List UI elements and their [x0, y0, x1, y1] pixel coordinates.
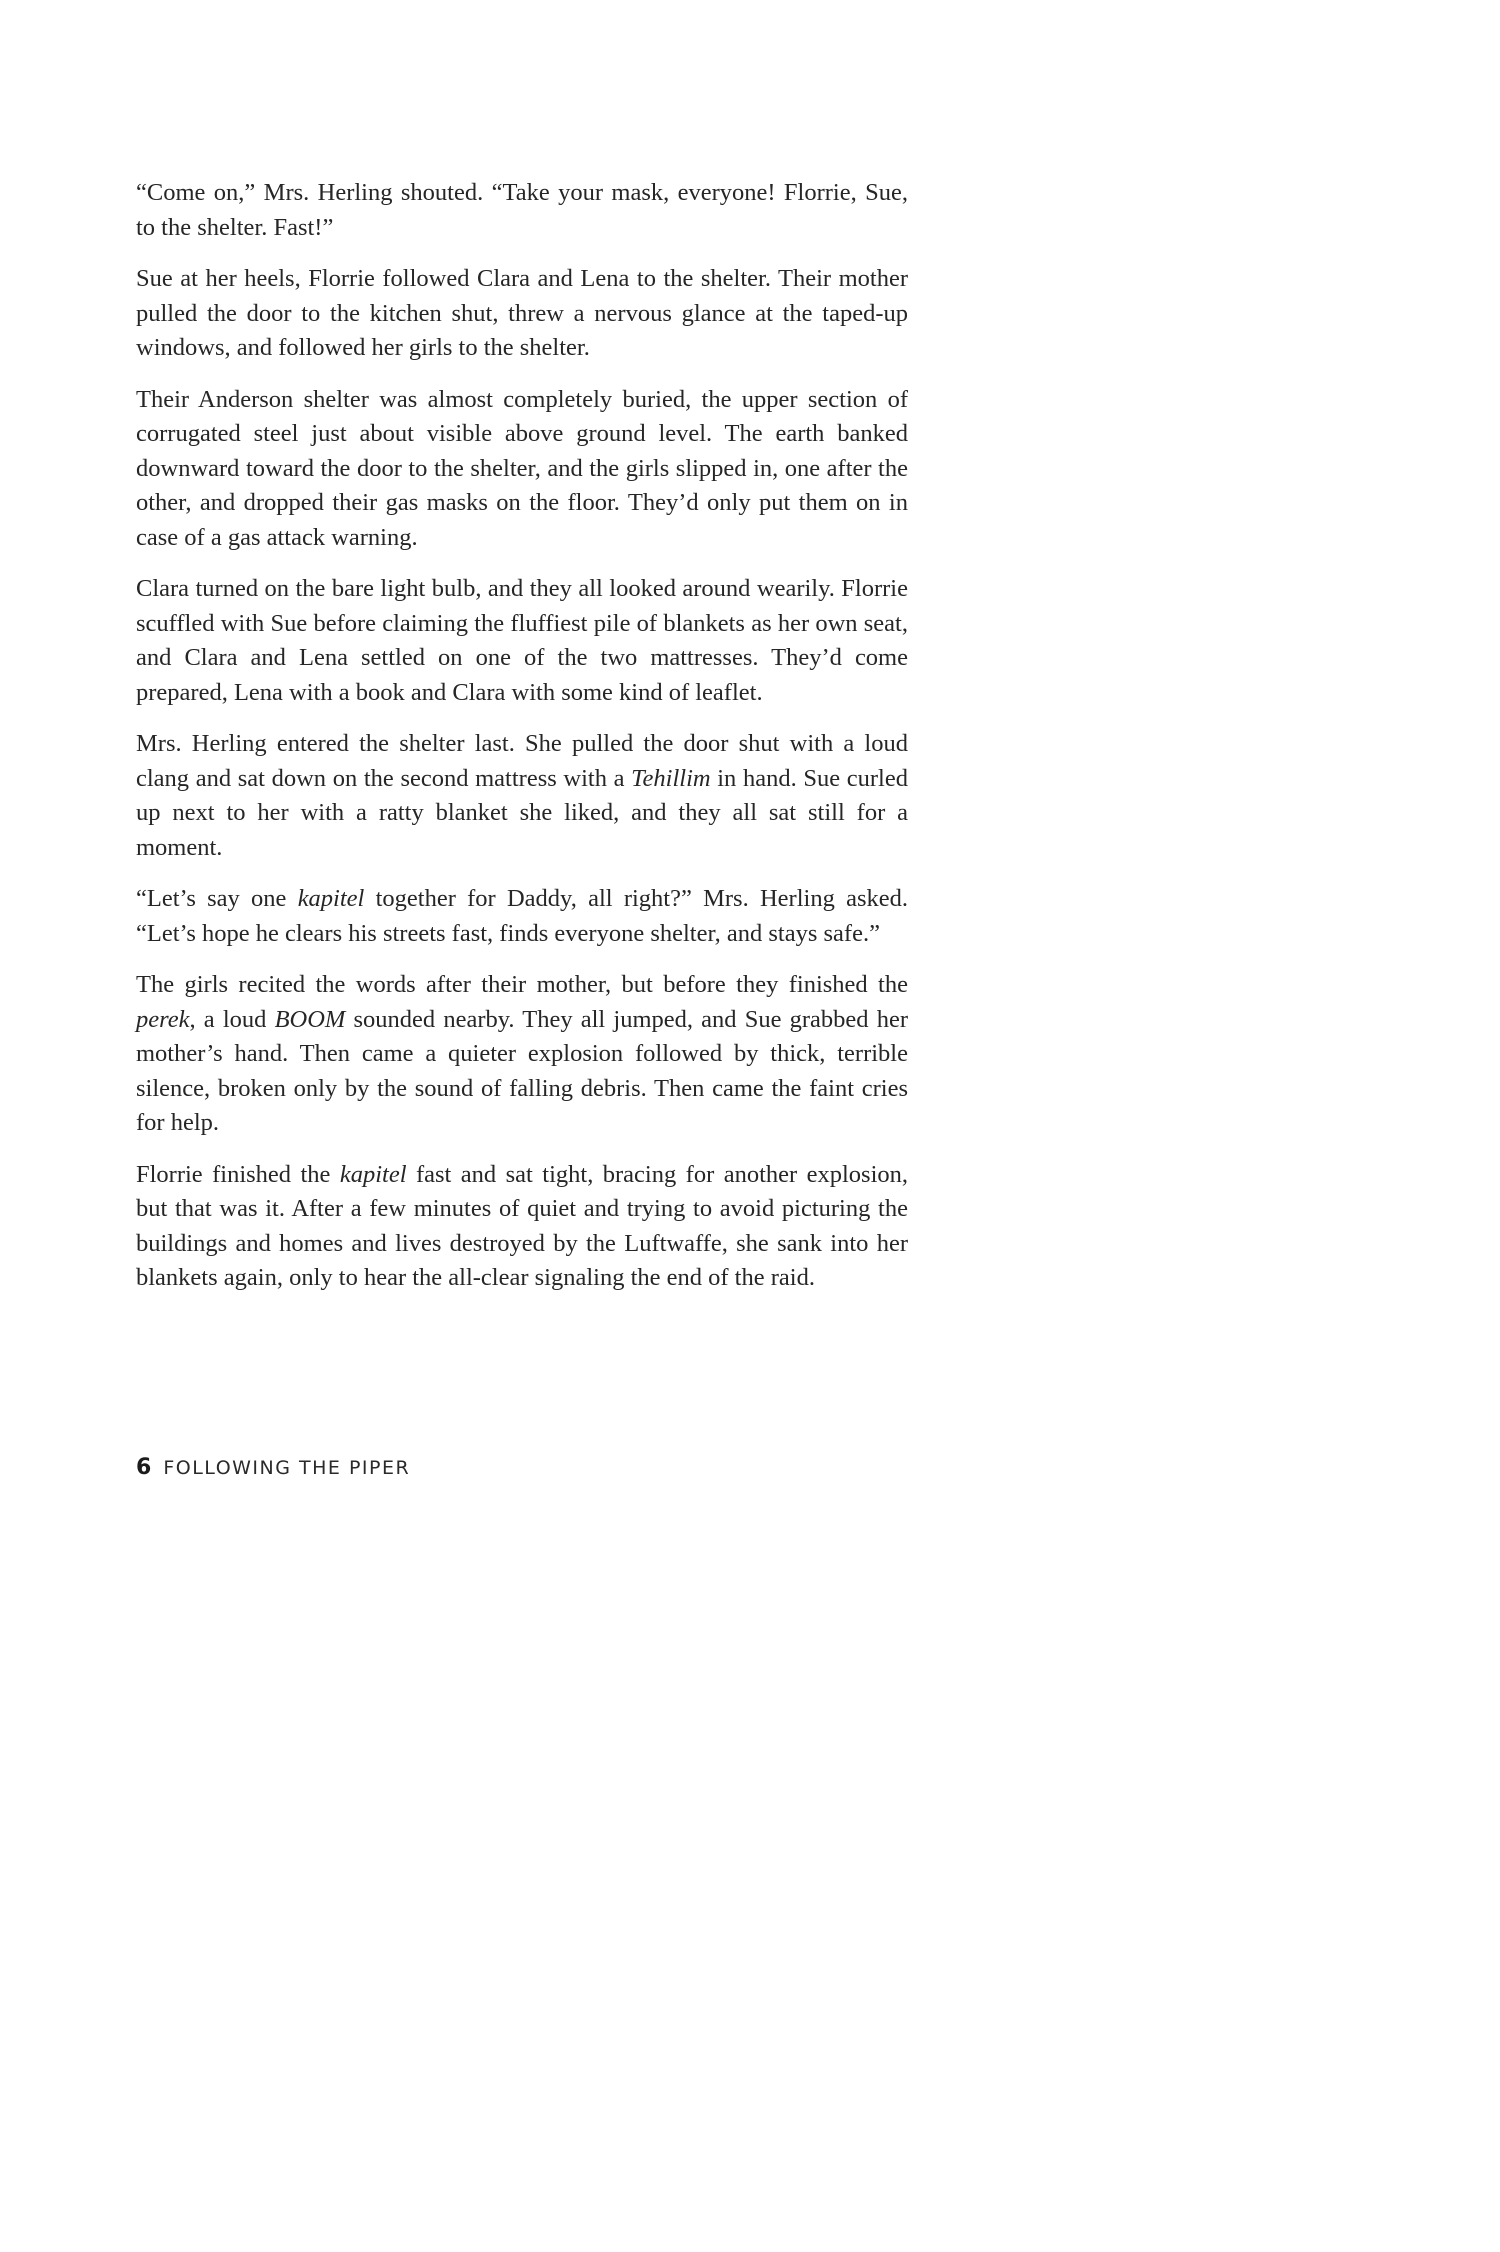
italic-text: kapitel: [297, 885, 365, 912]
paragraph: [136, 882, 908, 951]
paragraph: [136, 727, 908, 865]
text-run: fast and sat tight, bracing for another explosion, but that was it. After a few minutes of quiet and trying to avoid picturing the buildings and homes and lives destroyed by the Luftwaffe, she sank into her blankets again, only to hear the all-clear signaling the end of the raid.: [136, 1160, 908, 1291]
text-run: , a loud: [189, 1005, 275, 1033]
text-run: sounded nearby. They all jumped, and Sue grabbed her mother’s hand. Then came a quieter explosion followed by thick, terrible silence, broken only by the sound of falling debris. Then came the faint cries for help.: [136, 1005, 908, 1136]
paragraph: [136, 1158, 908, 1296]
text-run: Clara turned on the bare light bulb, and they all looked around wearily. Florrie scuffled with Sue before claiming the fluffiest pile of blankets as her own seat, and Clara and Lena settled on one of the two mattresses. They’d come prepared, Lena with a book and Clara with some kind of leaflet.: [136, 575, 908, 706]
paragraph: [136, 262, 908, 366]
paragraph: [136, 968, 908, 1141]
italic-text: Tehillim: [631, 764, 711, 792]
text-run: The girls recited the words after their mother, but before they finished the: [136, 971, 908, 998]
paragraph: [136, 176, 908, 245]
page-footer: [136, 1455, 410, 1480]
text-run: “Let’s say one: [136, 885, 298, 912]
page-number: 6: [136, 1455, 152, 1480]
text-run: together for Daddy, all right?” Mrs. Herling asked. “Let’s hope he clears his streets fast, finds everyone shelter, and stays safe.”: [136, 885, 908, 947]
page-body: [136, 176, 908, 1313]
paragraph: [136, 572, 908, 710]
italic-text: BOOM: [274, 1005, 346, 1033]
running-head: FOLLOWING THE PIPER: [163, 1457, 411, 1479]
text-run: Their Anderson shelter was almost completely buried, the upper section of corrugated steel just about visible above ground level. The earth banked downward toward the door to the shelter, and the girls slipped in, one after the other, and dropped their gas masks on the floor. They’d only put them on in case of a gas attack warning.: [136, 385, 908, 551]
italic-text: kapitel: [339, 1160, 407, 1188]
text-run: Sue at her heels, Florrie followed Clara and Lena to the shelter. Their mother pulled the door to the kitchen shut, threw a nervous glance at the taped-up windows, and followed her girls to the shelter.: [136, 265, 908, 361]
italic-text: perek: [136, 1005, 190, 1033]
text-run: Mrs. Herling entered the shelter last. She pulled the door shut with a loud clang and sat down on the second mattress with a: [136, 730, 908, 792]
text-run: in hand. Sue curled up next to her with a ratty blanket she liked, and they all sat still for a moment.: [136, 764, 908, 861]
paragraph: [136, 383, 908, 556]
text-run: Florrie finished the: [136, 1160, 340, 1188]
text-run: “Come on,” Mrs. Herling shouted. “Take your mask, everyone! Florrie, Sue, to the shelter. Fast!”: [136, 179, 908, 241]
